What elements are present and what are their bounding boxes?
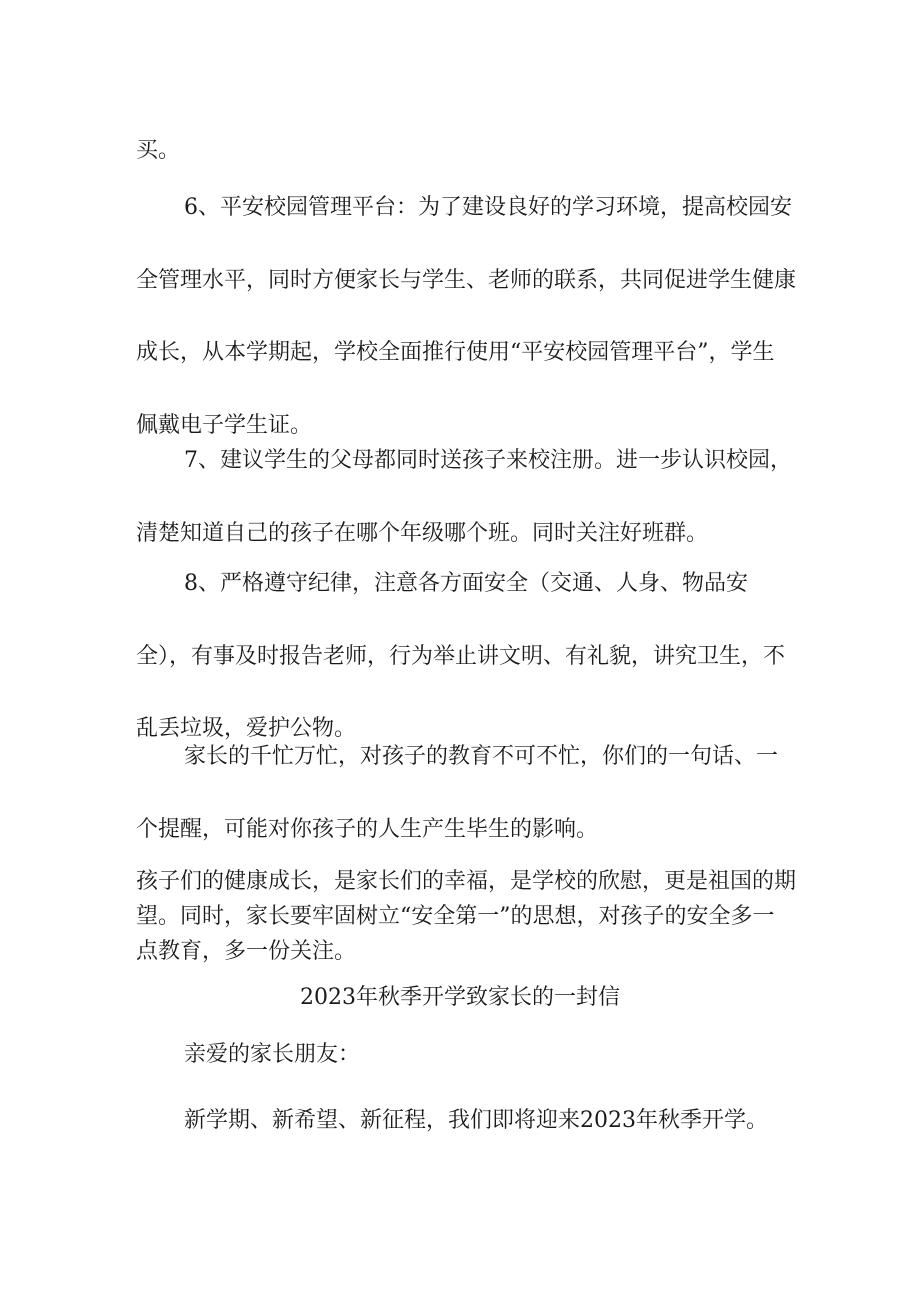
paragraph-item-8: 8、严格遵守纪律，注意各方面安全（交通、人身、物品安全），有事及时报告老师，行为举止讲文明、有礼貌，讲究卫生，不乱丢垃圾，爱护公物。 [136,571,786,741]
salutation: 亲爱的家长朋友： [184,1042,361,1067]
paragraph-closing: 孩子们的健康成长，是家长们的幸福，是学校的欣慰，更是祖国的期望。同时，家长要牢固树立“安全第一”的思想，对孩子的安全多一点教育，多一份关注。 [136,869,797,964]
paragraph-item-7: 7、建议学生的父母都同时送孩子来校注册。进一步认识校园，清楚知道自己的孩子在哪个年级哪个班。同时关注好班群。 [136,448,792,546]
paragraph-opening: 新学期、新希望、新征程，我们即将迎来2023年秋季开学。 [184,1108,768,1133]
letter-title: 2023年秋季开学致家长的一封信 [300,985,620,1010]
paragraph-fragment: 买。 [136,138,181,163]
paragraph-item-6: 6、平安校园管理平台：为了建设良好的学习环境，提高校园安全管理水平，同时方便家长与学生、老师的联系，共同促进学生健康成长，从本学期起，学校全面推行使用“平安校园管理平台”，学生佩戴电子学生证。 [136,195,797,438]
paragraph-reminder: 家长的千忙万忙，对孩子的教育不可不忙，你们的一句话、一个提醒，可能对你孩子的人生产生毕生的影响。 [136,744,779,842]
